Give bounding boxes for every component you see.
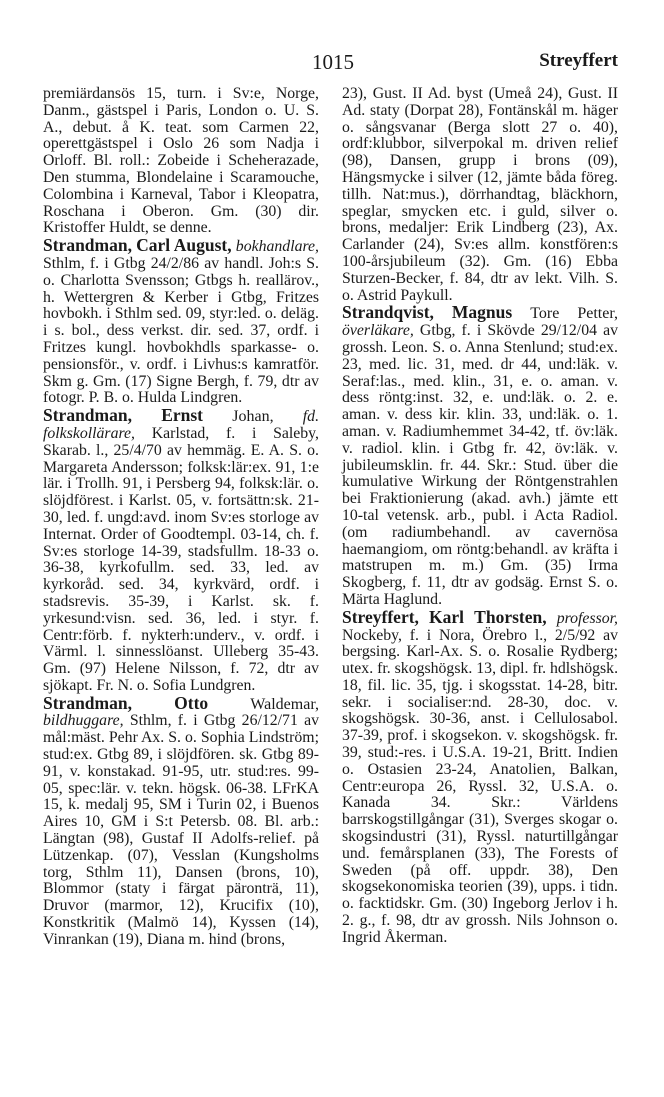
entry-occupation: fd. folkskollärare, xyxy=(43,408,320,442)
entry-surname: Strandman, xyxy=(43,235,132,256)
entry-occupation: professor, xyxy=(556,609,618,627)
biography-entry xyxy=(43,692,320,949)
entry-given-name: Otto xyxy=(174,692,209,713)
right-column xyxy=(342,86,618,947)
entry-given-name: Ernst xyxy=(161,405,204,426)
entry-occupation: bokhandlare, xyxy=(235,238,320,256)
entry-given-name: Magnus xyxy=(451,302,513,323)
entry-text: Sthlm, f. i Gtbg 24/2/86 av handl. Joh:s S. o. Charlotta Svensson; Gtbgs h. reallärov., h. Wettergren & Kerber i Gtbg, Fritzes hovbokh. i Sthlm sed. 09, styr:led. o. deläg. i s. bol., dess verkst. dir. sed. 37, ordf. i Fritzes kungl. hovbokhdls sparkasse- o. pensionsför., v. ordf. i Livhus:s kamratför. Skm g. Gm. (17) Signe Bergh, f. 79, dtr av fotogr. P. B. o. Hulda Lindgren. xyxy=(43,254,319,407)
continuation-text: 23), Gust. II Ad. byst (Umeå 24), Gust. II Ad. staty (Dorpat 28), Fontänskål m. häger o. sångsvanar (Berga slott 27 o. 40), ordf:klubbor, silverpokal m. driven relief (98), Dansen, grupp i brons (09), Hängsmycke i silver (12, jämte båda föreg. tillh. Nat:mus.), dörrhandtag, bläckhorn, speglar, smycken etc. i guld, silver o. brons, medaljer: Erik Lindberg (23), Ax. Carlander (24), Sv:es allm. konstfören:s 100-årsjubileum (32). Gm. (16) Ebba Sturzen-Becker, f. 84, dtr av lekt. Vilh. S. o. Astrid Paykull. xyxy=(342,85,618,304)
biography-entry xyxy=(342,304,618,608)
entry-occupation: bildhuggare, xyxy=(43,712,124,730)
left-column xyxy=(43,86,319,949)
biography-entry xyxy=(43,407,319,695)
entry-given-name-rest: Waldemar, xyxy=(250,695,319,713)
entry-given-name-rest: Tore Petter, xyxy=(530,305,619,323)
entry-text: Nockeby, f. i Nora, Örebro l., 2/5/92 av bergsing. Karl-Ax. S. o. Rosalie Rydberg; utex. fr. skogshögsk. 13, dipl. fr. hdlshögsk. 18, fil. lic. 35, tjg. i skogsstat. 14-28, bitr. sekr. i socialiser:nd. 28-30, doc. v. skogshögsk. 30-36, anst. i Cellulosabol. 37-39, prof. i skogsekon. v. skogshögsk. fr. 39, stud:-res. i U.S.A. 19-21, Britt. Indien o. Ostasien 23-24, Anatolien, Balkan, Centr:europa 26, Ryssl. 32, U.S.A. o. Kanada 34. Skr.: Världens barrskogstillgångar (31), Sverges skogar o. skogsindustri (31), Ryssl. naturtillgångar und. femårsplanen (33), The Forests of Sweden (på off. uppdr. 38), Den skogsekonomiska teorien (39), upps. i tidn. o. facktidskr. Gm. (30) Ingeborg Jerlov i h. 2. g., f. 98, dtr av grossh. Nils Johnson o. Ingrid Åkerman. xyxy=(342,626,619,946)
entry-surname: Streyffert, xyxy=(342,606,419,627)
biography-entry xyxy=(342,606,619,947)
entry-given-name-rest: Johan, xyxy=(232,408,274,426)
entry-text: Sthlm, f. i Gtbg 26/12/71 av mål:mäst. Pehr Ax. S. o. Sophia Lindström; stud:ex. Gtbg 89, i slöjdfören. sk. Gtbg 89-91, v. konstakad. 91-95, utr. stud:res. 99-05, spec:lär. v. tekn. högsk. 06-38. LFrKA 15, k. medalj 95, SM i Turin 02, i Buenos Aires 10, GM i S:t Petersb. 08. Bl. arb.: Längtan (98), Gustaf II Adolfs-relief. på Lützenkap. (07), Vesslan (Kungsholms torg, Sthlm 11), Dansen (brons, 10), Blommor (staty i färgat päronträ, 11), Druvor (marmor, 12), Krucifix (10), Konstkritik (Malmö 14), Kyssen (14), Vinrankan (19), Diana m. hind (brons, xyxy=(43,712,320,948)
entry-text: Gtbg, f. i Skövde 29/12/04 av grossh. Leon. S. o. Anna Stenlund; stud:ex. 23, med. lic. 31, med. dr 44, und:läk. v. Seraf:las., med. klin., 31, e. o. aman. v. dess röntg:inst. 32, e. und:läk. o. 2. e. aman. v. dess kir. klin. 33, und:läk. o. 1. aman. v. Radiumhemmet 34-42, tf. öv:läk. v. radiol. klin. i Gtbg fr. 42, öv:läk. v. jubileumsklin. fr. 44. Skr.: Stud. über die kumulative Wirkung der Röntgenstrahlen bei Fraktionierung (akad. avh.) jämte ett 10-tal vetensk. arb., publ. i Acta Radiol. (om radiumbehandl. av cavernösa haemangiom, om röntg:behandl. av kräfta i matstrupen m. m.) Gm. (35) Irma Skogberg, f. 11, dtr av godsäg. Ernst S. o. Märta Haglund. xyxy=(342,322,619,608)
entry-given-name: Karl Thorsten, xyxy=(429,606,547,627)
biography-entry xyxy=(43,237,319,407)
page-header xyxy=(0,50,664,80)
running-head: Streyffert xyxy=(539,50,618,71)
entry-given-name: Carl August, xyxy=(136,235,232,256)
entry-surname: Strandqvist, xyxy=(342,302,434,323)
entry-text: Karlstad, f. i Saleby, Skarab. l., 25/4/70 av hemmäg. E. A. S. o. Margareta Andersson; folksk:lär:ex. 91, 1:e lär. i Trollh. 91, i Persberg 94, folksk:lär. o. slöjdförest. i Karlst. 05, v. fortsättn:sk. 21-30, led. f. ungd:avd. inom Sv:es storloge av Internat. Order of Goodtempl. 03-14, ch. f. Sv:es storloge 14-39, stadsfullm. 18-33 o. 36-38, kyrkofullm. sed. 33, led. av kyrkoråd. sed. 34, kyrkvärd, ordf. i stadsrevis. 35-39, i Karlst. sk. f. yrkesund:visn. sed. 36, led. i styr. f. Centr:förb. f. nykterh:underv., v. ordf. i Värml. l. sinnesslöanst. Ulleberg 35-43. Gm. (97) Helene Nilsson, f. 72, dtr av sjökapt. Fr. N. o. Sofia Lundgren. xyxy=(43,424,320,694)
entry-surname: Strandman, xyxy=(43,405,132,426)
continuation-text: premiärdansös 15, turn. i Sv:e, Norge, Danm., gästspel i Paris, London o. U. S. A., debut. å K. teat. som Carmen 22, operettgästspel i Oslo 26 som Nadja i Orloff. Bl. roll.: Zobeide i Scheherazade, Den stumma, Blondelaine i Scaramouche, Colombina i Karneval, Tabor i Kleopatra, Roschana i Oberon. Gm. (30) dir. Kristoffer Huldt, se denne. xyxy=(43,85,319,237)
entry-surname: Strandman, xyxy=(43,692,132,713)
page-number: 1015 xyxy=(312,50,354,74)
entry-occupation: överläkare, xyxy=(342,322,414,340)
